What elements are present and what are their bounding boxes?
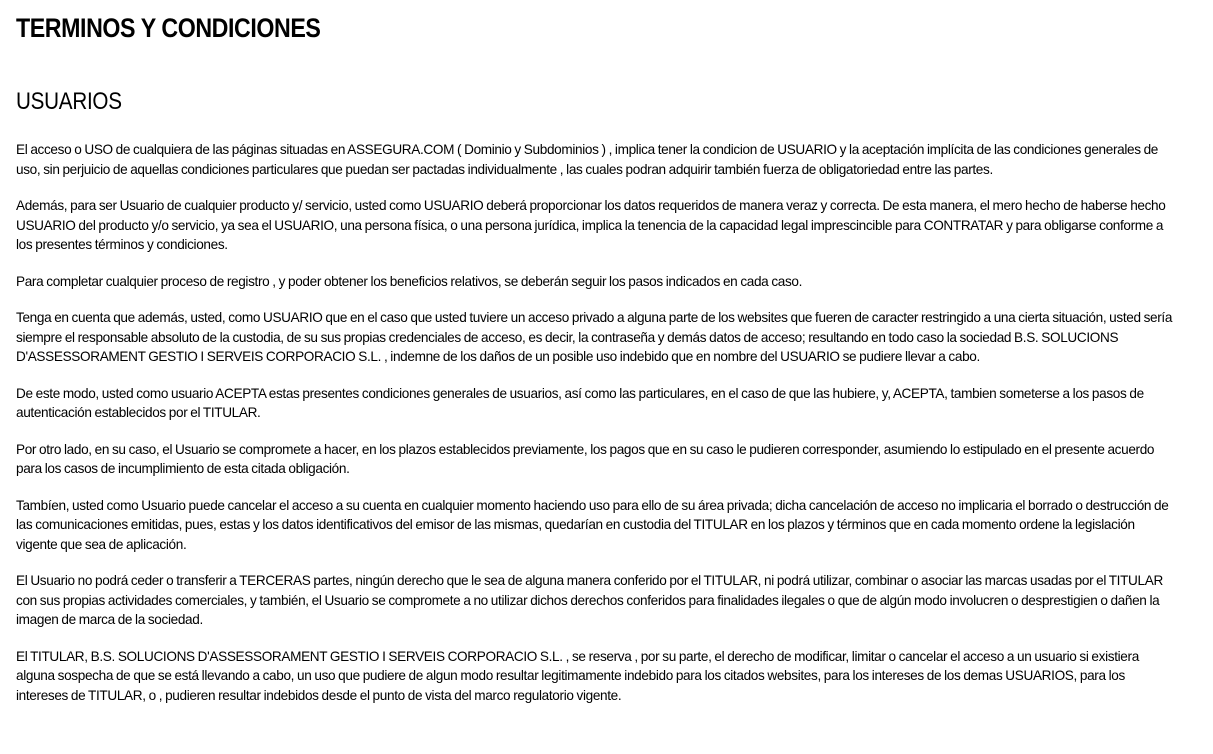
paragraph: El Usuario no podrá ceder o transferir a TERCERAS partes, ningún derecho que le sea de alguna manera conferido por el TITULAR, ni podrá utilizar, combinar o asociar las marcas usadas por el TITULAR con sus propias actividades comerciales, y también, el Usuario se compromete a no utilizar dichos derechos conferidos para finalidades ilegales o que de algún modo involucren o desprestigien o dañen la imagen de marca de la sociedad. bbox=[16, 573, 1163, 627]
paragraph: Por otro lado, en su caso, el Usuario se compromete a hacer, en los plazos establecidos previamente, los pagos que en su caso le pudieren corresponder, asumiendo lo estipulado en el presente acuerdo para los casos de incumplimiento de esta citada obligación. bbox=[16, 441, 1155, 476]
paragraph: El acceso o USO de cualquiera de las páginas situadas en ASSEGURA.COM ( Dominio y Subdominios ) , implica tener la condicion de USUARIO y la aceptación implícita de las condiciones generales de uso, sin perjuicio de aquellas condiciones particulares que puedan ser pactadas individualmente , las cuales podran adquirir también fuerza de obligatoriedad entre las partes. bbox=[16, 142, 1159, 177]
paragraph: De este modo, usted como usuario ACEPTA estas presentes condiciones generales de usuarios, así como las particulares, en el caso de que las hubiere, y, ACEPTA, tambien someterse a los pasos de autenticación establecidos por el TITULAR. bbox=[16, 385, 1144, 420]
paragraph: Tambíen, usted como Usuario puede cancelar el acceso a su cuenta en cualquier momento haciendo uso para ello de su área privada; dicha cancelación de acceso no implicaria el borrado o destrucción de las comunicaciones emitidas, pues, estas y los datos identificativos del emisor de las mismas, quedarían en custodia del TITULAR en los plazos y términos que en cada momento ordene la legislación vigente que sea de aplicación. bbox=[16, 497, 1169, 552]
paragraph: Además, para ser Usuario de cualquier producto y/ servicio, usted como USUARIO deberá proporcionar los datos requeridos de manera veraz y correcta. De esta manera, el mero hecho de haberse hecho USUARIO del producto y/o servicio, ya sea el USUARIO, una persona física, o una persona jurídica, implica la tenencia de la capacidad legal imprescincible para CONTRATAR y para obligarse conforme a los presentes términos y condiciones. bbox=[16, 198, 1166, 252]
section-title-usuarios: USUARIOS bbox=[16, 88, 122, 115]
paragraph: Para completar cualquier proceso de registro , y poder obtener los beneficios relativos, se deberán seguir los pasos indicados en cada caso. bbox=[16, 273, 803, 289]
paragraph: Tenga en cuenta que además, usted, como USUARIO que en el caso que usted tuviere un acceso privado a alguna parte de los websites que fueren de caracter restringido a una cierta situación, usted sería siempre el responsable absoluto de la custodia, de su sus propias credenciales de acceso, es decir, la contraseña y demás datos de acceso; resultando en todo caso la sociedad B.S. SOLUCIONS D'ASSESSORAMENT GESTIO I SERVEIS CORPORACIO S.L. , indemne de los daños de un posible uso indebido que en nombre del USUARIO se pudiere llevar a cabo. bbox=[16, 310, 1173, 364]
page-title: TERMINOS Y CONDICIONES bbox=[16, 13, 321, 43]
terms-body bbox=[16, 140, 1177, 705]
paragraph: El TITULAR, B.S. SOLUCIONS D'ASSESSORAMENT GESTIO I SERVEIS CORPORACIO S.L. , se reserva , por su parte, el derecho de modificar, limitar o cancelar el acceso a un usuario si existiera alguna sospecha de que se está llevando a cabo, un uso que pudiere de algun modo resultar legitimamente indebido para los citados websites, para los intereses de los demas USUARIOS, para los intereses de TITULAR, o , pudieren resultar indebidos desde el punto de vista del marco regulatorio vigente. bbox=[16, 648, 1139, 703]
